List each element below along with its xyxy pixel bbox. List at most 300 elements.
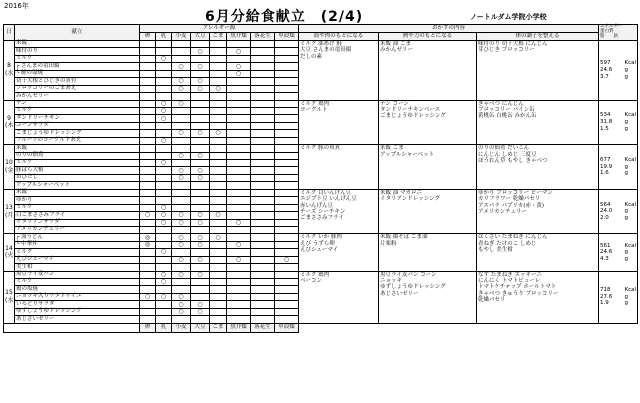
allergen-mark (210, 107, 227, 114)
allergen-mark (210, 137, 227, 144)
allergen-mark: ○ (156, 212, 172, 219)
menu-item-name: ミルク (15, 249, 140, 256)
allergen-mark (210, 197, 227, 204)
allergen-mark: ○ (191, 256, 210, 263)
allergen-mark (275, 137, 299, 144)
nutrition-values: 677 19.9 1.6 (600, 157, 613, 177)
menu-item-name: ┌ 皿うどん (15, 234, 140, 241)
allergen-mark (251, 160, 275, 167)
allergen-mark (251, 78, 275, 85)
allergen-mark (210, 152, 227, 159)
menu-item-name: 黒豆ライ麦パン (15, 271, 140, 278)
allergen-footer: ごま (210, 323, 227, 332)
allergen-mark (210, 41, 227, 48)
day-date: 8 (水) (4, 41, 15, 101)
nutrition-units: Kcal g g (624, 60, 637, 80)
allergen-mark: ○ (172, 174, 191, 181)
allergen-mark (251, 256, 275, 263)
allergen-mark (227, 226, 251, 233)
side-body: きゃべつ にんじん ブロッコリー パイン缶 黄桃缶 白桃缶 みかん缶 (477, 100, 599, 145)
allergen-mark (191, 107, 210, 114)
allergen-mark: ○ (227, 70, 251, 77)
allergen-mark: ○ (156, 249, 172, 256)
allergen-mark (172, 279, 191, 286)
allergen-mark (140, 226, 156, 233)
allergen-mark (251, 174, 275, 181)
allergen-mark: ○ (227, 219, 251, 226)
menu-header: 献立 (15, 25, 140, 41)
allergen-mark (210, 226, 227, 233)
menu-item-name: ミルク (15, 279, 140, 286)
side-blood: ミルク 鶏肉 ヨーグルト (299, 100, 379, 145)
allergen-header: 魚介類 (227, 33, 251, 41)
allergen-mark (275, 122, 299, 129)
allergen-header: 落花生 (251, 33, 275, 41)
allergen-mark: ○ (172, 130, 191, 137)
allergen-mark (140, 115, 156, 122)
allergen-mark (275, 100, 299, 107)
menu-row (4, 234, 638, 241)
menu-item-name: ごまじょうゆドレッシング (15, 130, 140, 137)
allergen-header: 小麦 (172, 33, 191, 41)
allergen-mark (210, 189, 227, 196)
allergen-mark (251, 219, 275, 226)
side-body: はくさい たまねぎ にんじん 青ねぎ たけのこ しめじ もやし 美生柑 (477, 234, 599, 271)
allergen-mark (275, 293, 299, 300)
allergen-mark (275, 301, 299, 308)
allergen-mark (191, 197, 210, 204)
allergen-mark: ○ (172, 301, 191, 308)
allergen-mark (210, 249, 227, 256)
side-body: ゆかり ブロッコリー ピーマン カリフラワー 乾燥パセリ アスパラ パプリカ(赤・黄) アメリカンチェリー (477, 189, 599, 234)
allergen-mark (275, 197, 299, 204)
menu-row (4, 189, 638, 196)
day-date: 10 (金) (4, 145, 15, 190)
allergen-footer: 魚介類 (227, 323, 251, 332)
allergen-mark (210, 78, 227, 85)
allergen-mark: ○ (156, 279, 172, 286)
side-blood: ミルク 豚の角煮 (299, 145, 379, 190)
allergen-mark (191, 226, 210, 233)
allergen-mark (172, 316, 191, 323)
nutrition-header: エネルギー 蛋白質 脂 肪 (599, 25, 638, 41)
allergen-mark (251, 122, 275, 129)
allergen-mark (140, 174, 156, 181)
day-date: 13 (月) (4, 189, 15, 234)
menu-item-name: ミルク (15, 160, 140, 167)
menu-item-name: 豚ばら大根 (15, 167, 140, 174)
allergen-mark (140, 189, 156, 196)
allergen-mark: ○ (156, 271, 172, 278)
allergen-mark: ○ (210, 212, 227, 219)
allergen-mark (140, 55, 156, 62)
allergen-mark: ○ (172, 167, 191, 174)
nutrition-units: Kcal g g (624, 287, 637, 307)
side-energy: ナン コーン タンドリーチキンベース ごまじょうゆドレッシング (379, 100, 477, 145)
allergen-footer: 大豆 (191, 323, 210, 332)
allergen-mark (275, 204, 299, 211)
allergen-mark (251, 204, 275, 211)
allergen-mark: ○ (191, 130, 210, 137)
allergen-header: 甲殻類 (275, 33, 299, 41)
allergen-mark: ○ (172, 85, 191, 92)
school-name: ノートルダム学院小学校 (470, 13, 547, 21)
allergen-mark: ○ (227, 241, 251, 248)
allergen-mark (191, 293, 210, 300)
allergen-mark (275, 160, 299, 167)
allergen-mark: ○ (172, 152, 191, 159)
allergen-mark (227, 271, 251, 278)
allergen-mark (227, 115, 251, 122)
allergen-mark (140, 93, 156, 100)
allergen-mark (156, 189, 172, 196)
allergen-mark (210, 241, 227, 248)
allergen-mark (172, 48, 191, 55)
allergen-mark (140, 219, 156, 226)
nutrition-cell (599, 41, 638, 101)
allergen-mark (140, 152, 156, 159)
menu-item-name: アメリカンチェリー (15, 226, 140, 233)
allergen-mark (140, 160, 156, 167)
allergen-mark: ○ (210, 130, 227, 137)
nutrition-units: Kcal g g (624, 242, 637, 262)
allergen-mark: ○ (191, 271, 210, 278)
allergen-mark (210, 293, 227, 300)
allergen-mark (227, 137, 251, 144)
allergen-mark: ○ (156, 137, 172, 144)
allergen-mark (275, 182, 299, 189)
nutrition-cell (599, 234, 638, 271)
allergen-mark (227, 204, 251, 211)
allergen-mark: ○ (172, 212, 191, 219)
nutrition-units: Kcal g g (624, 157, 637, 177)
allergen-mark: ○ (172, 100, 191, 107)
nutrition-values: 597 24.6 3.7 (600, 60, 613, 80)
allergen-mark: ○ (191, 152, 210, 159)
allergen-header: ごま (210, 33, 227, 41)
allergen-mark (140, 63, 156, 70)
allergen-mark (227, 122, 251, 129)
allergen-mark (191, 137, 210, 144)
day-date: 14 (火) (4, 234, 15, 271)
allergy-header: アレルギー源 (140, 25, 299, 33)
allergen-mark (251, 137, 275, 144)
allergen-mark (156, 41, 172, 48)
menu-item-name: 切干大根とひじきの煮付 (15, 78, 140, 85)
allergen-header: 乳 (156, 33, 172, 41)
allergen-mark: ○ (156, 55, 172, 62)
allergen-mark (156, 256, 172, 263)
allergen-mark (140, 48, 156, 55)
allergen-mark (172, 264, 191, 271)
allergen-mark: ○ (172, 234, 191, 241)
allergen-mark (227, 107, 251, 114)
allergen-mark (251, 293, 275, 300)
allergen-mark: ○ (191, 212, 210, 219)
allergen-mark (210, 70, 227, 77)
allergen-mark (140, 137, 156, 144)
allergen-mark (275, 308, 299, 315)
allergen-mark (140, 107, 156, 114)
allergen-mark (275, 279, 299, 286)
allergen-mark (251, 308, 275, 315)
allergen-mark: ○ (156, 115, 172, 122)
nutrition-cell (599, 271, 638, 323)
allergen-mark (156, 167, 172, 174)
allergen-mark: ○ (191, 85, 210, 92)
allergen-mark: ○ (172, 241, 191, 248)
allergen-mark (172, 137, 191, 144)
allergen-mark (227, 316, 251, 323)
allergen-mark (156, 316, 172, 323)
allergen-mark (275, 167, 299, 174)
allergen-mark (172, 107, 191, 114)
allergen-mark (156, 174, 172, 181)
side-energy: 米飯 油 マカロニ イタリアンドレッシング (379, 189, 477, 234)
allergen-mark (251, 271, 275, 278)
allergen-mark (251, 93, 275, 100)
allergen-mark (275, 212, 299, 219)
allergen-mark (140, 316, 156, 323)
menu-item-name: ナン (15, 100, 140, 107)
allergen-mark (140, 85, 156, 92)
allergen-mark (210, 219, 227, 226)
day-date: 9 (木) (4, 100, 15, 145)
allergen-mark (227, 174, 251, 181)
menu-item-name: えびシューマイ (15, 256, 140, 263)
menu-row (4, 145, 638, 152)
side-energy: 米飯 油 ごま みかんゼリー (379, 41, 477, 101)
allergen-mark (210, 256, 227, 263)
allergen-mark (210, 55, 227, 62)
allergen-mark (210, 316, 227, 323)
allergen-mark (172, 160, 191, 167)
allergen-mark (227, 145, 251, 152)
allergen-mark (251, 145, 275, 152)
allergen-mark: ○ (191, 174, 210, 181)
year-label: 2016年 (4, 2, 29, 10)
menu-item-name: 米飯 (15, 145, 140, 152)
menu-row (4, 100, 638, 107)
allergen-mark (140, 271, 156, 278)
allergen-mark: ○ (227, 256, 251, 263)
allergen-mark (275, 271, 299, 278)
allergen-mark (251, 130, 275, 137)
allergen-mark (210, 264, 227, 271)
menu-item-name: └ 鮭の塩焼 (15, 70, 140, 77)
allergen-mark: ○ (191, 301, 210, 308)
side-blood: ミルク 油あげ 鮭 大豆 さんまの竜田揚 だしの素 (299, 41, 379, 101)
allergen-mark (140, 122, 156, 129)
allergen-mark (140, 100, 156, 107)
allergen-mark: ○ (227, 48, 251, 55)
allergen-mark (210, 160, 227, 167)
allergen-mark (191, 264, 210, 271)
allergen-mark (172, 226, 191, 233)
allergen-mark (227, 93, 251, 100)
day-date: 15 (水) (4, 271, 15, 323)
menu-item-name: フルーツのヨーグルトあえ (15, 137, 140, 144)
allergen-mark (156, 63, 172, 70)
allergen-mark (227, 167, 251, 174)
allergen-mark (210, 63, 227, 70)
menu-item-name: あじさいゼリー (15, 316, 140, 323)
page-title: 6月分給食献立 (2/4) (205, 9, 364, 25)
date-header: 日 (4, 25, 15, 41)
allergen-mark (227, 78, 251, 85)
allergen-mark (191, 41, 210, 48)
allergen-mark (227, 301, 251, 308)
allergen-mark: ○ (172, 78, 191, 85)
allergen-footer: 小麦 (172, 323, 191, 332)
allergen-mark (227, 152, 251, 159)
menu-item-name: ミルク (15, 107, 140, 114)
menu-item-name: ニョッキ入りラタトゥイユ (15, 293, 140, 300)
allergen-mark (191, 160, 210, 167)
allergen-mark (210, 286, 227, 293)
menu-item-name: 米飯 (15, 189, 140, 196)
menu-item-name: イタリアンサラダ (15, 219, 140, 226)
menu-item-name: タンドリーチキン (15, 115, 140, 122)
allergen-mark (275, 226, 299, 233)
menu-item-name: ミルク (15, 55, 140, 62)
allergen-mark (191, 316, 210, 323)
allergen-mark (275, 78, 299, 85)
side-body: のりの佃煮 だいこん にんじん しめじ 三度豆 ほうれん草 もやし きゃべつ (477, 145, 599, 190)
allergen-mark (227, 55, 251, 62)
allergen-mark (191, 279, 210, 286)
allergen-mark: ○ (191, 167, 210, 174)
nutrition-values: 561 24.6 4.3 (600, 242, 613, 262)
allergen-mark (275, 130, 299, 137)
allergen-mark: ○ (191, 308, 210, 315)
allergen-mark: ○ (191, 219, 210, 226)
allergen-mark (210, 308, 227, 315)
allergen-mark (227, 160, 251, 167)
allergen-mark (140, 279, 156, 286)
allergen-mark (275, 219, 299, 226)
allergen-mark: ◎ (140, 241, 156, 248)
allergen-mark: ○ (172, 271, 191, 278)
allergen-mark (251, 279, 275, 286)
allergen-mark: ○ (191, 63, 210, 70)
allergen-footer: 落花生 (251, 323, 275, 332)
menu-item-name: おひたし (15, 174, 140, 181)
allergen-mark: ○ (191, 241, 210, 248)
allergen-mark (251, 55, 275, 62)
allergen-mark (275, 115, 299, 122)
allergen-mark: ○ (156, 160, 172, 167)
allergen-mark (140, 182, 156, 189)
allergen-mark (156, 122, 172, 129)
allergen-mark (140, 145, 156, 152)
allergen-mark (172, 145, 191, 152)
allergen-mark (156, 264, 172, 271)
side-body: 味付のり 切干大根 にんじん 芽ひじき ブロッコリー (477, 41, 599, 101)
allergen-mark (275, 316, 299, 323)
allergen-mark (275, 174, 299, 181)
allergen-mark (251, 249, 275, 256)
allergen-mark (156, 234, 172, 241)
allergen-mark (191, 189, 210, 196)
allergen-mark (275, 107, 299, 114)
side-energy: 米飯 ごま アップルシャーベット (379, 145, 477, 190)
allergen-mark (156, 182, 172, 189)
allergen-mark: ○ (191, 78, 210, 85)
allergen-mark (210, 174, 227, 181)
allergen-mark (227, 189, 251, 196)
allergen-mark (172, 55, 191, 62)
allergen-mark: ○ (156, 100, 172, 107)
nutrition-units: Kcal g g (624, 112, 637, 132)
allergen-mark: ○ (275, 256, 299, 263)
allergen-mark (275, 55, 299, 62)
food-group-header-blood: 血や肉のもとになる (299, 33, 379, 41)
menu-item-name: ブロッコリーのごまあえ (15, 85, 140, 92)
allergen-mark (251, 85, 275, 92)
allergen-mark (275, 234, 299, 241)
allergen-mark: ○ (172, 308, 191, 315)
side-blood: ミルク 白いんげん豆 エジプト豆 いんげん豆 赤いんげん豆 チーズ シーチキン ごまささみフライ (299, 189, 379, 234)
allergen-mark (210, 167, 227, 174)
allergen-mark (251, 212, 275, 219)
allergen-mark: ○ (172, 219, 191, 226)
allergen-mark: ○ (156, 204, 172, 211)
allergen-mark (251, 226, 275, 233)
allergen-mark (140, 301, 156, 308)
food-group-header-energy: 熱や力のもとになる (379, 33, 477, 41)
nutrition-cell (599, 189, 638, 234)
allergen-mark: ○ (156, 107, 172, 114)
allergen-mark (172, 189, 191, 196)
allergen-mark (156, 93, 172, 100)
allergen-mark (191, 55, 210, 62)
allergen-mark (251, 152, 275, 159)
allergen-mark (251, 301, 275, 308)
allergen-mark (210, 115, 227, 122)
menu-item-name: └ 中華丼 (15, 241, 140, 248)
allergen-mark (275, 241, 299, 248)
allergen-mark (251, 48, 275, 55)
allergen-mark (210, 301, 227, 308)
allergen-mark (227, 286, 251, 293)
menu-item-name: 鶏の塩焼 (15, 286, 140, 293)
allergen-mark (275, 63, 299, 70)
side-blood: ミルク 鶏肉 ベーコン (299, 271, 379, 323)
allergen-mark: ○ (140, 293, 156, 300)
side-blood: ミルク いか 豚肉 えび うずら卵 えびシューマイ (299, 234, 379, 271)
allergen-mark (191, 100, 210, 107)
allergen-mark (172, 182, 191, 189)
allergen-mark (140, 78, 156, 85)
menu-table (3, 24, 638, 333)
allergen-mark (251, 286, 275, 293)
allergen-mark (251, 197, 275, 204)
side-energy: 黒豆ライ麦パン コーン ニョッキ ゆずしょうゆドレッシング あじさいゼリー (379, 271, 477, 323)
allergen-mark: ○ (156, 219, 172, 226)
nutrition-values: 564 24.0 2.0 (600, 201, 613, 221)
allergen-mark (227, 308, 251, 315)
allergen-mark: ○ (140, 212, 156, 219)
allergen-mark (275, 264, 299, 271)
allergen-mark (210, 93, 227, 100)
allergen-mark (251, 100, 275, 107)
menu-item-name: 味付のり (15, 48, 140, 55)
allergen-mark (251, 63, 275, 70)
nutrition-cell (599, 100, 638, 145)
allergen-mark (156, 145, 172, 152)
allergen-mark (140, 70, 156, 77)
